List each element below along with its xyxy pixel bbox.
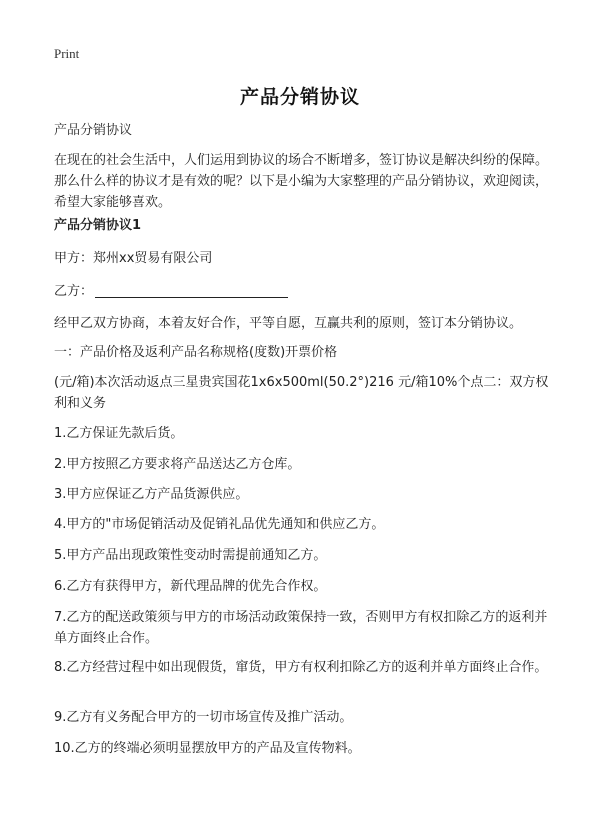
- document-subtitle: 产品分销协议: [54, 123, 133, 138]
- list-item-10: 10.乙方的终端必须明显摆放甲方的产品及宣传物料。: [54, 741, 361, 756]
- list-item-1: 1.乙方保证先款后货。: [54, 426, 184, 441]
- list-item-9: 9.乙方有义务配合甲方的一切市场宣传及推广活动。: [54, 710, 353, 725]
- party-b-blank: [95, 283, 288, 298]
- print-link[interactable]: Print: [54, 46, 80, 61]
- list-item-8: 8.乙方经营过程中如出现假货，窜货，甲方有权利扣除乙方的返利并单方面终止合作。: [54, 660, 548, 675]
- list-item-7: 7.乙方的配送政策须与甲方的市场活动政策保持一致，否则甲方有权扣除乙方的返利并单方面终止合作。: [54, 610, 548, 646]
- clause-one-heading: 一：产品价格及返利产品名称规格(度数)开票价格: [54, 345, 338, 360]
- clause-one-detail: (元/箱)本次活动返点三星贵宾国花1x6x500ml(50.2°)216 元/箱10%个点二：双方权利和义务: [54, 375, 549, 411]
- agreement-statement: 经甲乙双方协商，本着友好合作，平等自愿，互赢共利的原则，签订本分销协议。: [54, 316, 523, 331]
- list-item-2: 2.甲方按照乙方要求将产品送达乙方仓库。: [54, 457, 301, 472]
- list-item-6: 6.乙方有获得甲方，新代理品牌的优先合作权。: [54, 579, 327, 594]
- list-item-5: 5.甲方产品出现政策性变动时需提前通知乙方。: [54, 548, 327, 563]
- list-item-3: 3.甲方应保证乙方产品货源供应。: [54, 487, 249, 502]
- party-b-label: 乙方：: [54, 284, 94, 299]
- list-item-4: 4.甲方的"市场促销活动及促销礼品优先通知和供应乙方。: [54, 517, 385, 532]
- intro-paragraph: 在现在的社会生活中，人们运用到协议的场合不断增多，签订协议是解决纠纷的保障。那么什么样的协议才是有效的呢？以下是小编为大家整理的产品分销协议，欢迎阅读，希望大家能够喜欢。: [54, 153, 549, 210]
- party-a-line: 甲方：郑州xx贸易有限公司: [54, 251, 213, 266]
- section-heading: 产品分销协议1: [54, 218, 142, 233]
- party-b-line: [54, 281, 550, 302]
- document-title: 产品分销协议: [239, 86, 360, 108]
